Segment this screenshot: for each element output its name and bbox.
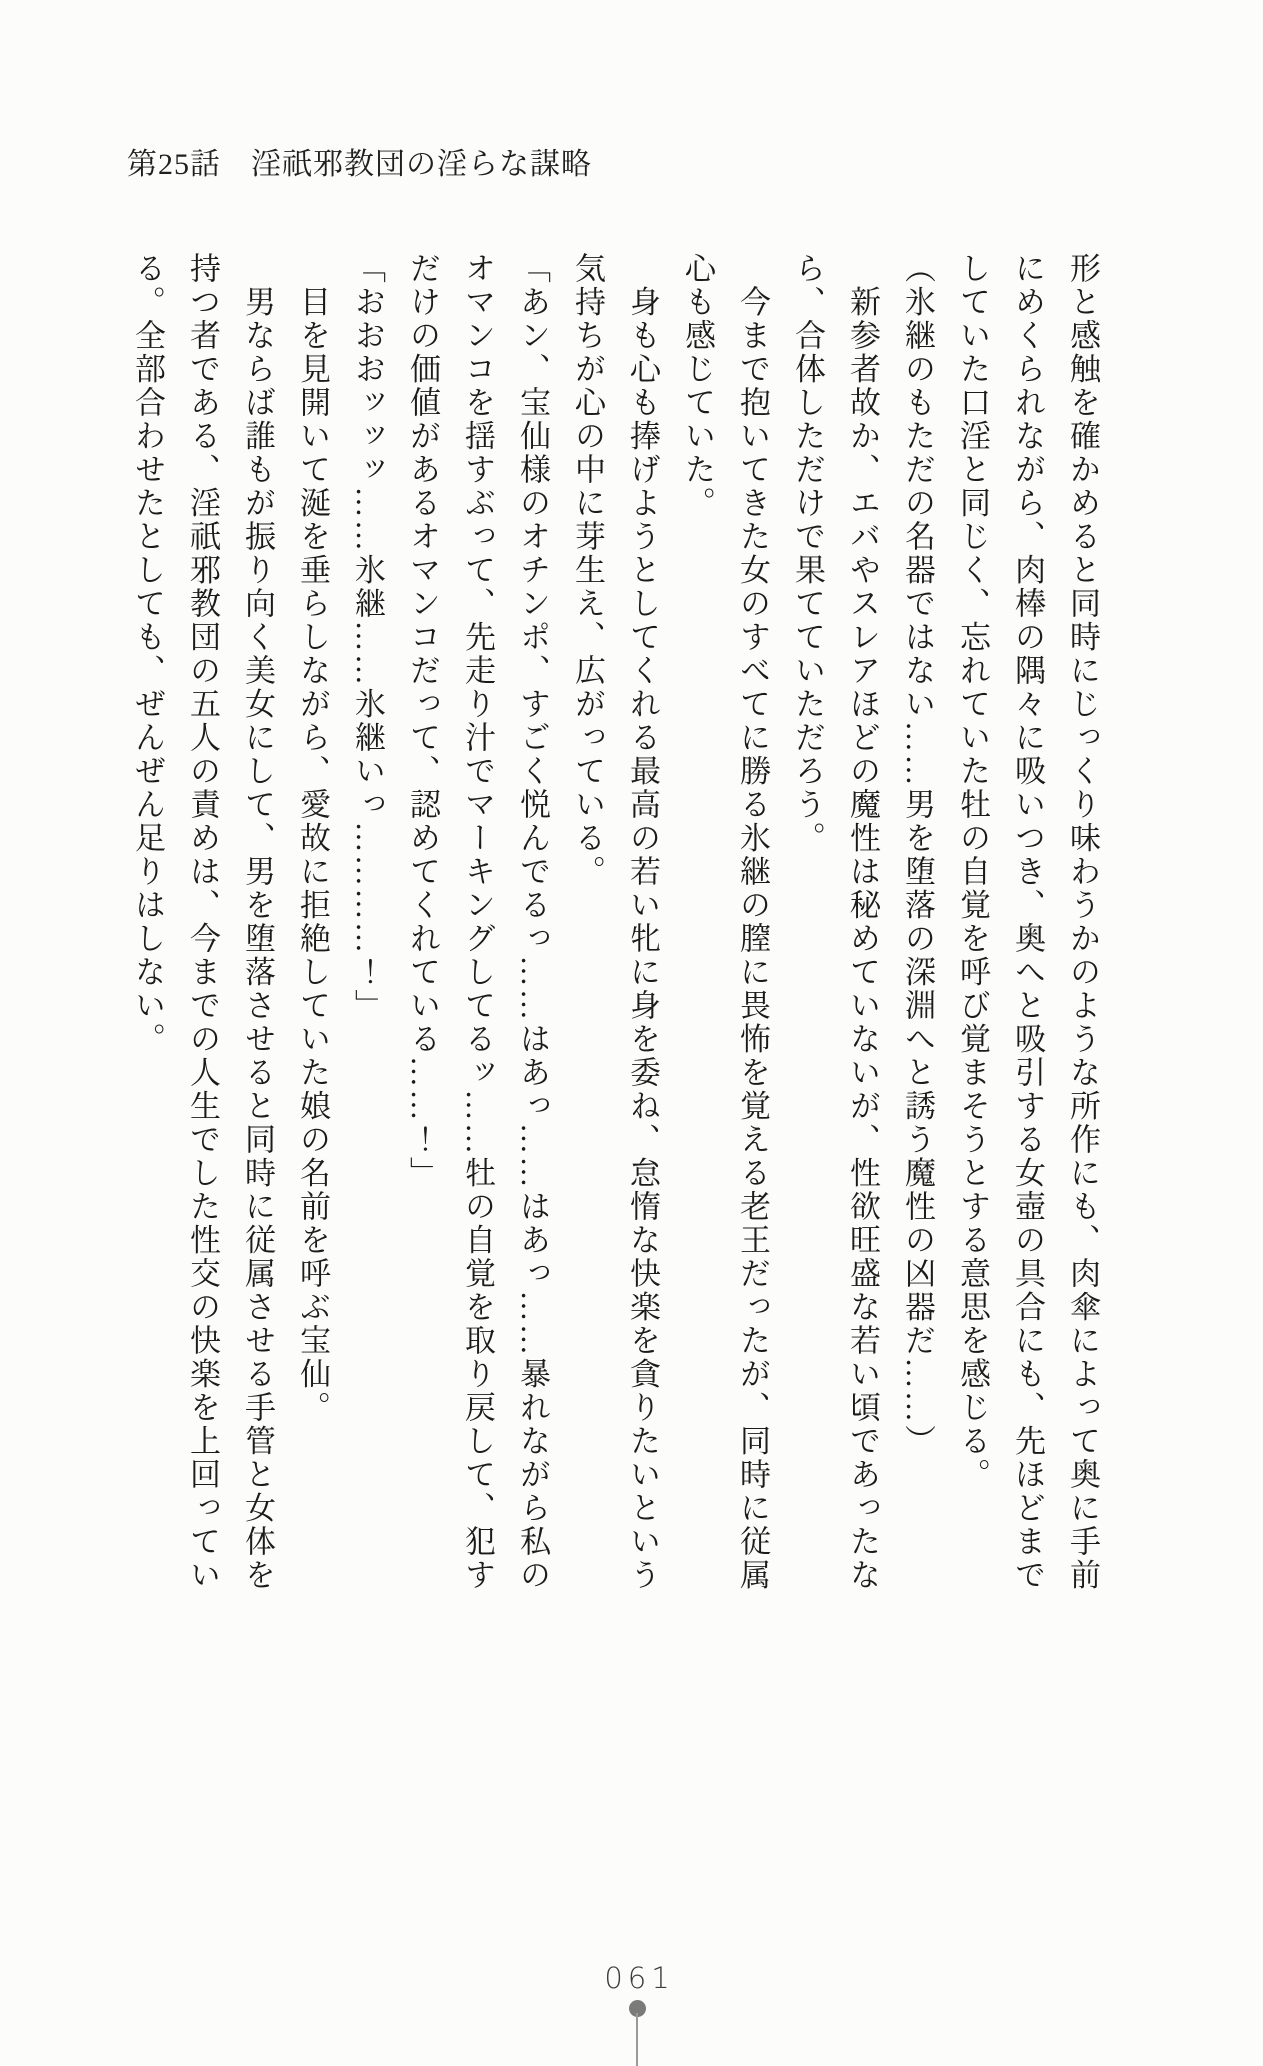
text-column: 身も心も捧げようとしてくれる最高の若い牝に身を委ね、怠惰な快楽を貪りたいという xyxy=(625,252,660,1592)
chapter-title: 淫祇邪教団の淫らな謀略 xyxy=(251,148,592,181)
vertical-text-block xyxy=(120,252,1110,1634)
page-marker-line xyxy=(636,2013,638,2066)
text-column: 持つ者である、淫祇邪教団の五人の責めは、今までの人生でした性交の快楽を上回ってい xyxy=(185,252,220,1592)
page-number: 061 xyxy=(604,1961,675,1995)
text-column: 新参者故か、エバやスレアほどの魔性は秘めていないが、性欲旺盛な若い頃であったな xyxy=(845,252,880,1592)
text-column: （氷継のもただの名器ではない……男を堕落の深淵へと誘う魔性の凶器だ……） xyxy=(900,252,935,1458)
text-column: 心も感じていた。 xyxy=(680,252,715,520)
text-column: だけの価値があるオマンコだって、認めてくれている……！」 xyxy=(405,252,440,1190)
text-column: オマンコを揺すぶって、先走り汁でマーキングしてるッ……牡の自覚を取り戻して、犯す xyxy=(460,252,495,1592)
text-column: る。全部合わせたとしても、ぜんぜん足りはしない。 xyxy=(130,252,165,1056)
chapter-header xyxy=(127,139,592,183)
chapter-number: 第25話 xyxy=(127,148,221,181)
text-column: していた口淫と同じく、忘れていた牡の自覚を呼び覚まそうとする意思を感じる。 xyxy=(955,252,990,1492)
text-column: 男ならば誰もが振り向く美女にして、男を堕落させると同時に従属させる手管と女体を xyxy=(240,252,275,1592)
text-column: 「あン、宝仙様のオチンポ、すごく悦んでるっ……はあっ……はあっ……暴れながら私の xyxy=(515,252,550,1592)
text-column: 「おおおッッッ……氷継……氷継いっ…………！」 xyxy=(350,252,385,1023)
text-column: ら、合体しただけで果てていただろう。 xyxy=(790,252,825,855)
text-column: にめくられながら、肉棒の隅々に吸いつき、奥へと吸引する女壺の具合にも、先ほどまで xyxy=(1010,252,1045,1592)
text-column: 目を見開いて涎を垂らしながら、愛故に拒絶していた娘の名前を呼ぶ宝仙。 xyxy=(295,252,330,1425)
text-column: 気持ちが心の中に芽生え、広がっている。 xyxy=(570,252,605,889)
text-column: 今まで抱いてきた女のすべてに勝る氷継の膣に畏怖を覚える老王だったが、同時に従属 xyxy=(735,252,770,1592)
text-column: 形と感触を確かめると同時にじっくり味わうかのような所作にも、肉傘によって奥に手前 xyxy=(1065,252,1100,1592)
